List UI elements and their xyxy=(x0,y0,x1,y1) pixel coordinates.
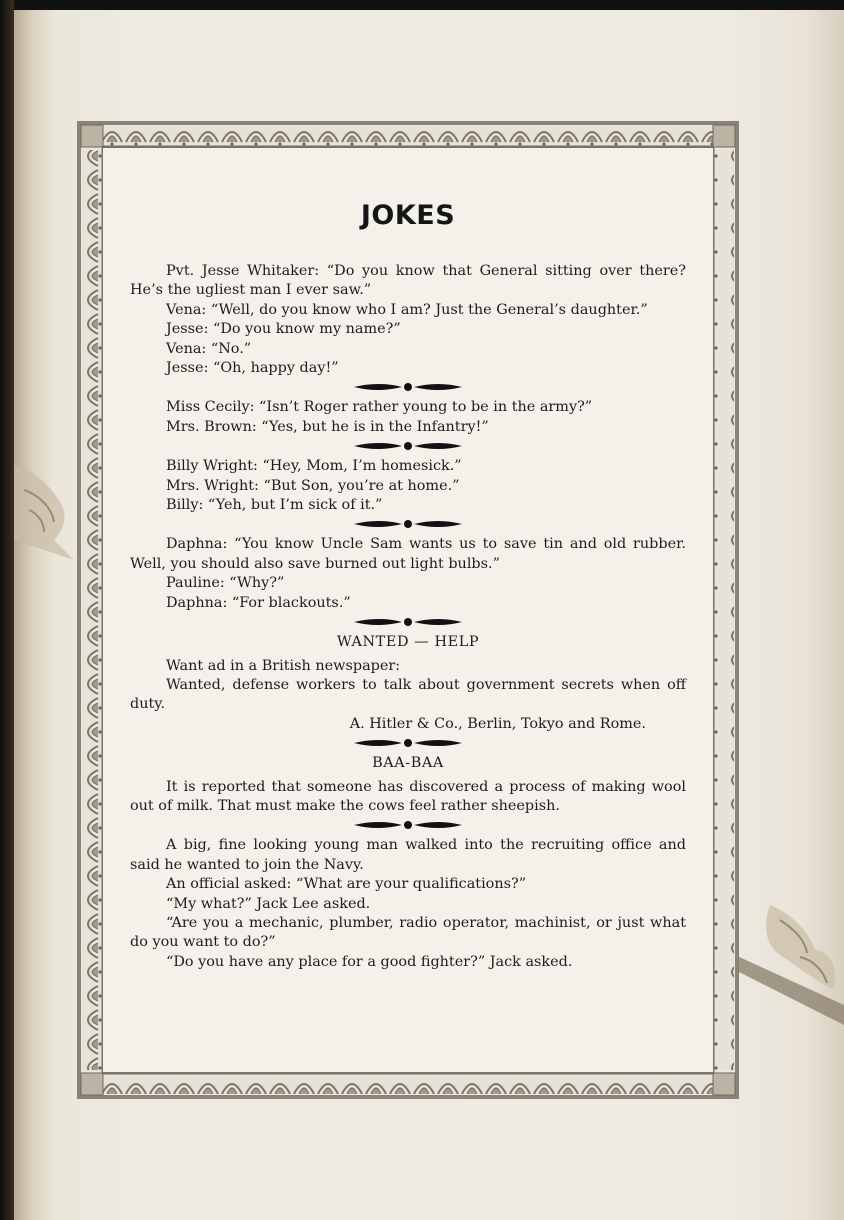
ornament-divider xyxy=(354,381,462,393)
ornament-divider xyxy=(354,737,462,749)
joke-heading: BAA-BAA xyxy=(372,755,444,772)
book-spine xyxy=(0,0,14,1220)
joke-line: “Are you a mechanic, plumber, radio operator, machinist, or just what do you want to do?” xyxy=(130,914,686,951)
joke-line: It is reported that someone has discovered a process of making wool out of milk. That must make the cows feel rather sheepish. xyxy=(130,778,686,814)
ornament-divider xyxy=(354,440,462,452)
joke-item xyxy=(130,836,686,972)
joke-line: Daphna: “For blackouts.” xyxy=(166,594,351,611)
joke-line: Pauline: “Why?” xyxy=(166,575,285,592)
joke-item xyxy=(130,633,686,734)
ornament-divider xyxy=(354,819,462,831)
joke-item xyxy=(130,535,686,613)
joke-line: Want ad in a British newspaper: xyxy=(166,657,401,674)
joke-line: Billy: “Yeh, but I’m sick of it.” xyxy=(166,497,383,514)
bleed-through-ornament-left xyxy=(14,450,74,570)
joke-line: Daphna: “You know Uncle Sam wants us to save tin and old rubber. Well, you should also save burned out light bulbs.” xyxy=(130,536,686,572)
joke-heading: WANTED — HELP xyxy=(336,634,480,651)
page-title: JOKES xyxy=(360,200,456,231)
joke-item xyxy=(130,754,686,816)
jokes-list xyxy=(130,262,686,972)
joke-line: Mrs. Wright: “But Son, you’re at home.” xyxy=(166,477,460,494)
joke-line: Wanted, defense workers to talk about government secrets when off duty. xyxy=(130,676,686,713)
ornament-divider xyxy=(354,616,462,628)
joke-line: Pvt. Jesse Whitaker: “Do you know that General sitting over there? He’s the ugliest man I ever saw.” xyxy=(130,263,686,299)
joke-item xyxy=(130,457,686,515)
joke-line: Vena: “No.” xyxy=(166,340,252,357)
joke-line: “My what?” Jack Lee asked. xyxy=(166,895,371,912)
bleed-through-ornament-right xyxy=(735,895,844,1025)
joke-line: Vena: “Well, do you know who I am? Just the General’s daughter.” xyxy=(166,301,648,318)
joke-line: Billy Wright: “Hey, Mom, I’m homesick.” xyxy=(166,458,462,475)
ornament-divider xyxy=(354,518,462,530)
joke-signature: A. Hitler & Co., Berlin, Tokyo and Rome. xyxy=(349,715,646,732)
joke-item xyxy=(130,398,686,437)
joke-line: Jesse: “Oh, happy day!” xyxy=(166,360,339,377)
joke-line: Miss Cecily: “Isn’t Roger rather young to be in the army?” xyxy=(166,399,593,416)
joke-line: A big, fine looking young man walked into the recruiting office and said he wanted to join the Navy. xyxy=(130,837,686,873)
joke-line: “Do you have any place for a good fighter?” Jack asked. xyxy=(166,953,573,970)
joke-line: Mrs. Brown: “Yes, but he is in the Infantry!” xyxy=(166,418,489,435)
joke-line: Jesse: “Do you know my name?” xyxy=(166,321,401,338)
joke-item xyxy=(130,262,686,378)
joke-line: An official asked: “What are your qualifications?” xyxy=(166,876,527,893)
